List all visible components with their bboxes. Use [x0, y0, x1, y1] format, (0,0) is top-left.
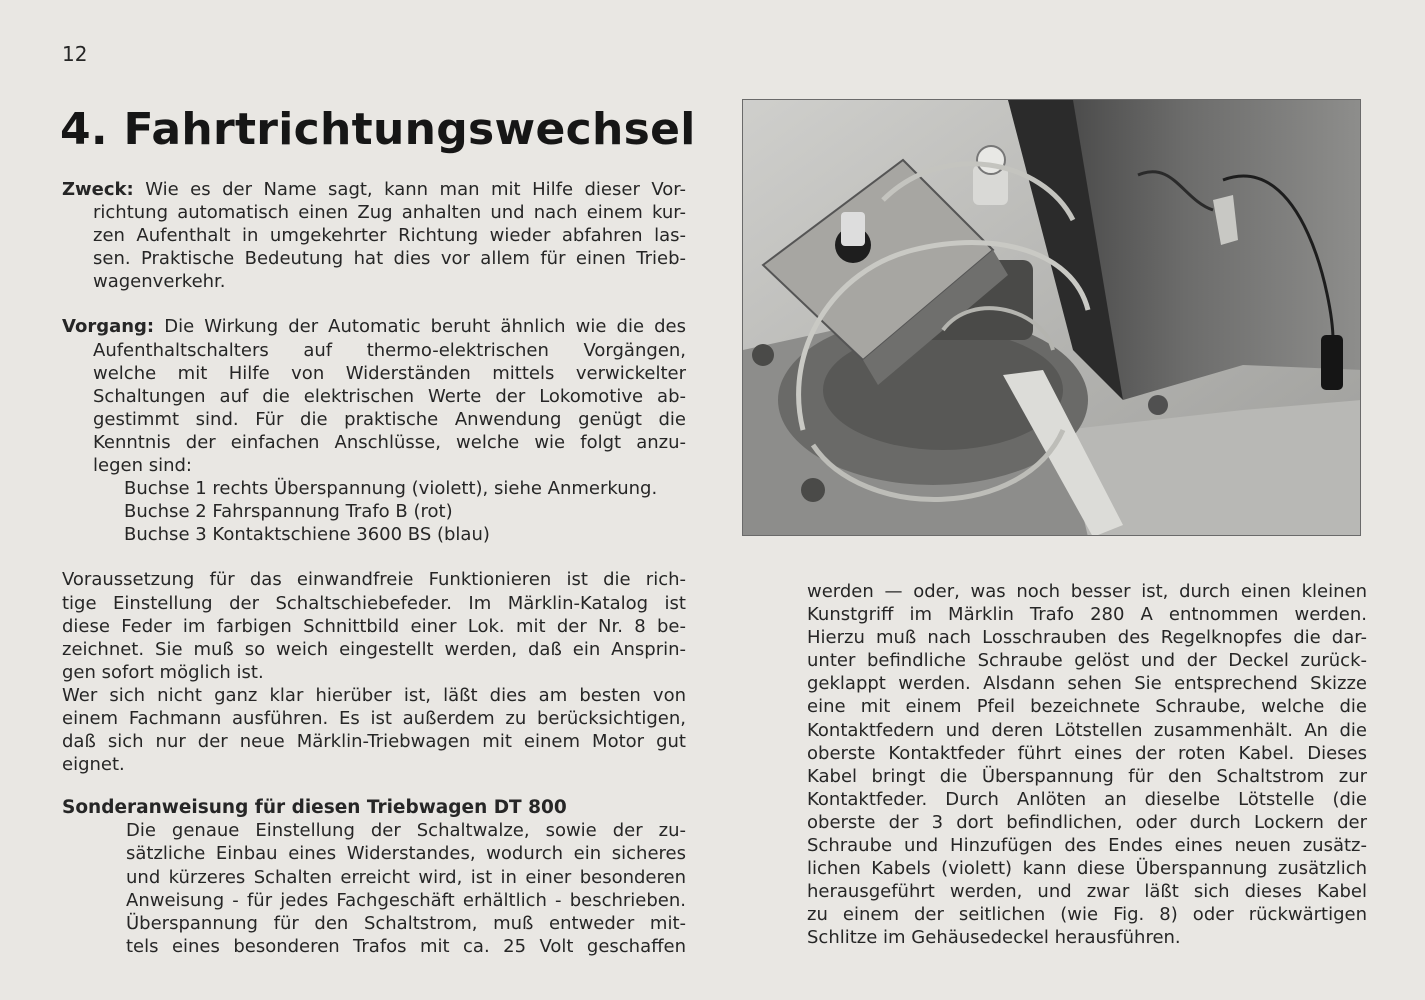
voraussetzung-line: Voraussetzung für das einwandfreie Funktionieren ist die rich-	[62, 569, 686, 591]
vorgang-line: Kenntnis der einfachen Anschlüsse, welche wie folgt anzu-	[93, 431, 686, 453]
vorgang-label: Vorgang:	[62, 316, 155, 338]
sonder-line: sätzliche Einbau eines Widerstandes, wodurch ein sicheres	[126, 843, 686, 865]
zweck-line: wagenverkehr.	[93, 271, 226, 293]
zweck-text: Wie es der Name sagt, kann man mit Hilfe dieser Vor-	[145, 179, 686, 200]
sonder-line: Die genaue Einstellung der Schaltwalze, sowie der zu-	[126, 820, 686, 842]
sonder-heading: Sonderanweisung für diesen Triebwagen DT 800	[62, 797, 567, 819]
zweck-label: Zweck:	[62, 179, 134, 200]
right-line: oberste der 3 dort befindlichen, oder durch Lockern der	[807, 811, 1367, 833]
right-column	[807, 580, 1367, 950]
sonder-line: Überspannung für den Schaltstrom, muß entweder mit-	[126, 912, 686, 934]
section-heading: 4. Fahrtrichtungswechsel	[60, 104, 696, 155]
vorgang-text: Die Wirkung der Automatic beruht ähnlich wie die des	[164, 316, 686, 338]
voraussetzung-line: Wer sich nicht ganz klar hierüber ist, läßt dies am besten von	[62, 684, 686, 706]
buchse-3: Buchse 3 Kontaktschiene 3600 BS (blau)	[124, 524, 490, 546]
right-line: Kontaktfeder. Durch Anlöten an dieselbe Lötstelle (die	[807, 788, 1367, 810]
left-column	[62, 178, 686, 958]
right-line: werden — oder, was noch besser ist, durch einen kleinen	[807, 581, 1367, 602]
vorgang-line: Aufenthaltschalters auf thermo-elektrischen Vorgängen,	[93, 339, 686, 361]
page-number: 12	[62, 42, 88, 66]
sonder-line: und kürzeres Schalten erreicht wird, ist in einer besonderen	[126, 866, 686, 888]
right-line: unter befindliche Schraube gelöst und der Deckel zurück-	[807, 650, 1367, 672]
vorgang-line: Schaltungen auf die elektrischen Werte der Lokomotive ab-	[93, 385, 686, 407]
right-line: Kabel bringt die Überspannung für den Schaltstrom zur	[807, 765, 1367, 787]
voraussetzung-line: daß sich nur der neue Märklin-Triebwagen mit einem Motor gut	[62, 731, 686, 753]
right-line: Hierzu muß nach Losschrauben des Regelknopfes die dar-	[807, 627, 1367, 649]
right-line: Kunstgriff im Märklin Trafo 280 A entnommen werden.	[807, 604, 1367, 626]
vorgang-line-1	[62, 315, 686, 338]
right-line: lichen Kabels (violett) kann diese Überspannung zusätzlich	[807, 858, 1367, 880]
right-line: Schlitze im Gehäusedeckel herausführen.	[807, 927, 1181, 949]
voraussetzung-line: eignet.	[62, 754, 125, 776]
sonder-line: Anweisung - für jedes Fachgeschäft erhältlich - beschrieben.	[126, 889, 686, 911]
voraussetzung-line: diese Feder im farbigen Schnittbild einer Lok. mit der Nr. 8 be-	[62, 615, 686, 637]
transformer-photo	[742, 99, 1361, 536]
zweck-line: richtung automatisch einen Zug anhalten und nach einem kur-	[93, 202, 686, 224]
zweck-line: sen. Praktische Bedeutung hat dies vor allem für einen Trieb-	[93, 248, 686, 270]
right-line: oberste Kontaktfeder führt eines der roten Kabel. Dieses	[807, 742, 1367, 764]
right-line: eine mit einem Pfeil bezeichnete Schraube, welche die	[807, 696, 1367, 718]
right-line: Schraube und Hinzufügen des Endes eines neuen zusätz-	[807, 835, 1367, 857]
right-line: Kontaktfedern und deren Lötstellen zusammenhält. An die	[807, 719, 1367, 741]
vorgang-line: gestimmt sind. Für die praktische Anwendung genügt die	[93, 408, 686, 430]
zweck-line: zen Aufenthalt in umgekehrter Richtung wieder abfahren las-	[93, 225, 686, 247]
right-line: zu einem der seitlichen (wie Fig. 8) oder rückwärtigen	[807, 904, 1367, 926]
right-line: herausgeführt werden, und zwar läßt sich dieses Kabel	[807, 881, 1367, 903]
voraussetzung-line: tige Einstellung der Schaltschiebefeder. Im Märklin-Katalog ist	[62, 592, 686, 614]
buchse-2: Buchse 2 Fahrspannung Trafo B (rot)	[124, 501, 453, 523]
vorgang-line: legen sind:	[93, 455, 192, 477]
zweck-line-1	[62, 178, 686, 201]
sonder-line: tels eines besonderen Trafos mit ca. 25 Volt geschaffen	[126, 935, 686, 957]
voraussetzung-line: einem Fachmann ausführen. Es ist außerdem zu berücksichtigen,	[62, 707, 686, 729]
buchse-1: Buchse 1 rechts Überspannung (violett), siehe Anmerkung.	[124, 478, 658, 500]
vorgang-line: welche mit Hilfe von Widerständen mittels verwickelter	[93, 362, 686, 384]
right-line: geklappt werden. Alsdann sehen Sie entsprechend Skizze	[807, 673, 1367, 695]
voraussetzung-line: gen sofort möglich ist.	[62, 661, 264, 683]
voraussetzung-line: zeichnet. Sie muß so weich eingestellt werden, daß ein Ansprin-	[62, 638, 686, 660]
